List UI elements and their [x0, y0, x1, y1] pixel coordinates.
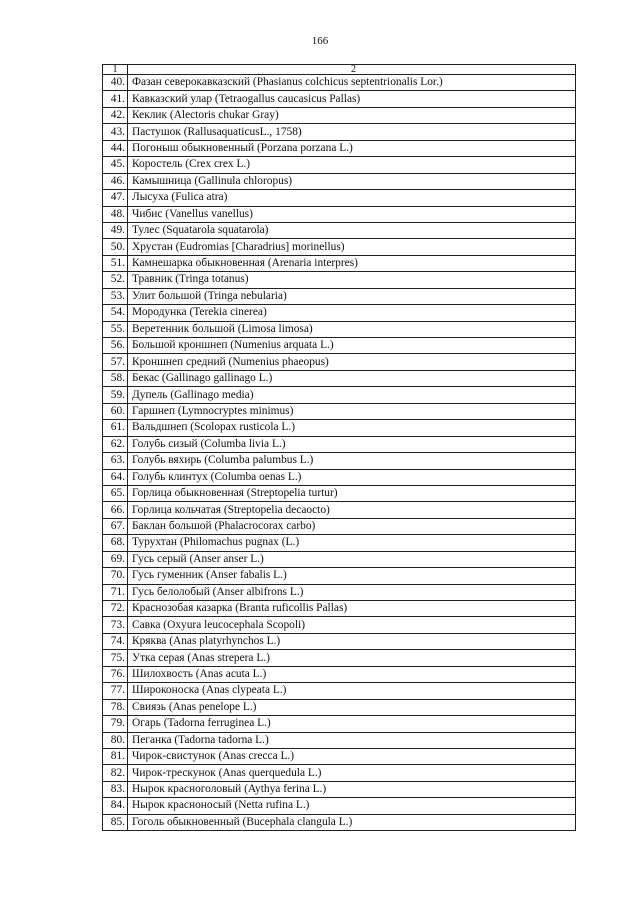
species-name: Большой кроншнеп (Numenius arquata L.)	[128, 338, 576, 354]
row-number: 84.	[103, 798, 128, 814]
species-name: Вальдшнеп (Scolopax rusticola L.)	[128, 420, 576, 436]
row-number: 80.	[103, 732, 128, 748]
table-row	[103, 469, 576, 485]
species-table-body	[103, 65, 576, 831]
table-row	[103, 354, 576, 370]
species-table	[102, 64, 576, 831]
species-name: Камнешарка обыкновенная (Arenaria interpres)	[128, 255, 576, 271]
species-name: Нырок красноносый (Netta rufina L.)	[128, 798, 576, 814]
species-name: Турухтан (Philomachus pugnax (L.)	[128, 535, 576, 551]
table-row	[103, 485, 576, 501]
table-row	[103, 140, 576, 156]
table-row	[103, 798, 576, 814]
table-row	[103, 288, 576, 304]
species-name: Веретенник большой (Limosa limosa)	[128, 321, 576, 337]
row-number: 85.	[103, 814, 128, 830]
table-row	[103, 535, 576, 551]
table-row	[103, 321, 576, 337]
row-number: 64.	[103, 469, 128, 485]
table-row	[103, 584, 576, 600]
table-row	[103, 551, 576, 567]
species-name: Гусь гуменник (Anser fabalis L.)	[128, 568, 576, 584]
row-number: 52.	[103, 272, 128, 288]
table-row	[103, 255, 576, 271]
row-number: 55.	[103, 321, 128, 337]
row-number: 46.	[103, 173, 128, 189]
table-row	[103, 453, 576, 469]
species-name: Травник (Tringa totanus)	[128, 272, 576, 288]
table-row	[103, 190, 576, 206]
species-name: Нырок красноголовый (Aythya ferina L.)	[128, 781, 576, 797]
column-header-2: 2	[128, 65, 576, 75]
row-number: 72.	[103, 601, 128, 617]
species-name: Горлица обыкновенная (Streptopelia turtur)	[128, 485, 576, 501]
row-number: 76.	[103, 666, 128, 682]
table-row	[103, 601, 576, 617]
table-row	[103, 124, 576, 140]
row-number: 77.	[103, 683, 128, 699]
table-row	[103, 765, 576, 781]
species-name: Гусь серый (Anser anser L.)	[128, 551, 576, 567]
species-name: Савка (Oxyura leucocephala Scopoli)	[128, 617, 576, 633]
species-name: Широконоска (Anas clypeata L.)	[128, 683, 576, 699]
table-row	[103, 502, 576, 518]
species-name: Чирок-свистунок (Anas crecca L.)	[128, 748, 576, 764]
table-row	[103, 91, 576, 107]
species-name: Голубь вяхирь (Columba palumbus L.)	[128, 453, 576, 469]
species-name: Бекас (Gallinago gallinago L.)	[128, 370, 576, 386]
species-name: Тулес (Squatarola squatarola)	[128, 222, 576, 238]
row-number: 74.	[103, 633, 128, 649]
row-number: 45.	[103, 157, 128, 173]
row-number: 59.	[103, 387, 128, 403]
species-name: Чирок-трескунок (Anas querquedula L.)	[128, 765, 576, 781]
row-number: 75.	[103, 650, 128, 666]
table-row	[103, 206, 576, 222]
table-row	[103, 239, 576, 255]
species-name: Мородунка (Terekia cinerea)	[128, 305, 576, 321]
table-row	[103, 650, 576, 666]
row-number: 48.	[103, 206, 128, 222]
row-number: 43.	[103, 124, 128, 140]
row-number: 41.	[103, 91, 128, 107]
row-number: 82.	[103, 765, 128, 781]
row-number: 44.	[103, 140, 128, 156]
table-row	[103, 781, 576, 797]
row-number: 62.	[103, 436, 128, 452]
species-name: Свиязь (Anas penelope L.)	[128, 699, 576, 715]
row-number: 54.	[103, 305, 128, 321]
row-number: 81.	[103, 748, 128, 764]
species-name: Гаршнеп (Lymnocryptes minimus)	[128, 403, 576, 419]
species-name: Коростель (Crex crex L.)	[128, 157, 576, 173]
species-name: Камышница (Gallinula chloropus)	[128, 173, 576, 189]
table-row	[103, 157, 576, 173]
table-row	[103, 568, 576, 584]
species-name: Огарь (Tadorna ferruginea L.)	[128, 716, 576, 732]
table-row	[103, 338, 576, 354]
table-row	[103, 370, 576, 386]
species-name: Дупель (Gallinago media)	[128, 387, 576, 403]
table-row	[103, 666, 576, 682]
species-name: Пастушок (RallusaquaticusL., 1758)	[128, 124, 576, 140]
species-name: Хрустан (Eudromias [Charadrius] morinellus)	[128, 239, 576, 255]
species-name: Баклан большой (Phalacrocorax carbo)	[128, 518, 576, 534]
table-row	[103, 387, 576, 403]
row-number: 67.	[103, 518, 128, 534]
row-number: 51.	[103, 255, 128, 271]
row-number: 60.	[103, 403, 128, 419]
species-name: Горлица кольчатая (Streptopelia decaocto)	[128, 502, 576, 518]
table-row	[103, 518, 576, 534]
row-number: 63.	[103, 453, 128, 469]
table-header-row	[103, 65, 576, 75]
species-name: Утка серая (Anas strepera L.)	[128, 650, 576, 666]
table-row	[103, 683, 576, 699]
species-name: Пеганка (Tadorna tadorna L.)	[128, 732, 576, 748]
table-row	[103, 617, 576, 633]
row-number: 40.	[103, 75, 128, 91]
row-number: 71.	[103, 584, 128, 600]
species-name: Кавказский улар (Tetraogallus caucasicus Pallas)	[128, 91, 576, 107]
species-name: Лысуха (Fulica atra)	[128, 190, 576, 206]
table-row	[103, 732, 576, 748]
table-row	[103, 173, 576, 189]
species-name: Краснозобая казарка (Branta ruficollis Pallas)	[128, 601, 576, 617]
row-number: 58.	[103, 370, 128, 386]
species-name: Голубь клинтух (Columba oenas L.)	[128, 469, 576, 485]
row-number: 69.	[103, 551, 128, 567]
row-number: 47.	[103, 190, 128, 206]
species-name: Фазан северокавказский (Phasianus colchicus septentrionalis Lor.)	[128, 75, 576, 91]
row-number: 70.	[103, 568, 128, 584]
species-name: Погоныш обыкновенный (Porzana porzana L.)	[128, 140, 576, 156]
row-number: 79.	[103, 716, 128, 732]
species-name: Кеклик (Alectoris chukar Gray)	[128, 107, 576, 123]
row-number: 73.	[103, 617, 128, 633]
table-row	[103, 699, 576, 715]
table-row	[103, 633, 576, 649]
row-number: 66.	[103, 502, 128, 518]
species-name: Голубь сизый (Columba livia L.)	[128, 436, 576, 452]
table-row	[103, 748, 576, 764]
row-number: 53.	[103, 288, 128, 304]
row-number: 50.	[103, 239, 128, 255]
species-name: Шилохвость (Anas acuta L.)	[128, 666, 576, 682]
table-row	[103, 814, 576, 830]
species-name: Чибис (Vanellus vanellus)	[128, 206, 576, 222]
row-number: 68.	[103, 535, 128, 551]
species-name: Гоголь обыкновенный (Bucephala clangula L.)	[128, 814, 576, 830]
page-number: 166	[311, 35, 329, 47]
table-row	[103, 222, 576, 238]
table-row	[103, 75, 576, 91]
column-header-1: 1	[103, 65, 128, 75]
species-name: Гусь белолобый (Anser albifrons L.)	[128, 584, 576, 600]
table-row	[103, 436, 576, 452]
species-name: Кроншнеп средний (Numenius phaeopus)	[128, 354, 576, 370]
row-number: 78.	[103, 699, 128, 715]
species-name: Кряква (Anas platyrhynchos L.)	[128, 633, 576, 649]
row-number: 56.	[103, 338, 128, 354]
row-number: 83.	[103, 781, 128, 797]
species-name: Улит большой (Tringa nebularia)	[128, 288, 576, 304]
table-row	[103, 107, 576, 123]
row-number: 49.	[103, 222, 128, 238]
row-number: 57.	[103, 354, 128, 370]
row-number: 61.	[103, 420, 128, 436]
table-row	[103, 716, 576, 732]
table-row	[103, 420, 576, 436]
table-row	[103, 272, 576, 288]
row-number: 42.	[103, 107, 128, 123]
row-number: 65.	[103, 485, 128, 501]
table-row	[103, 305, 576, 321]
table-row	[103, 403, 576, 419]
